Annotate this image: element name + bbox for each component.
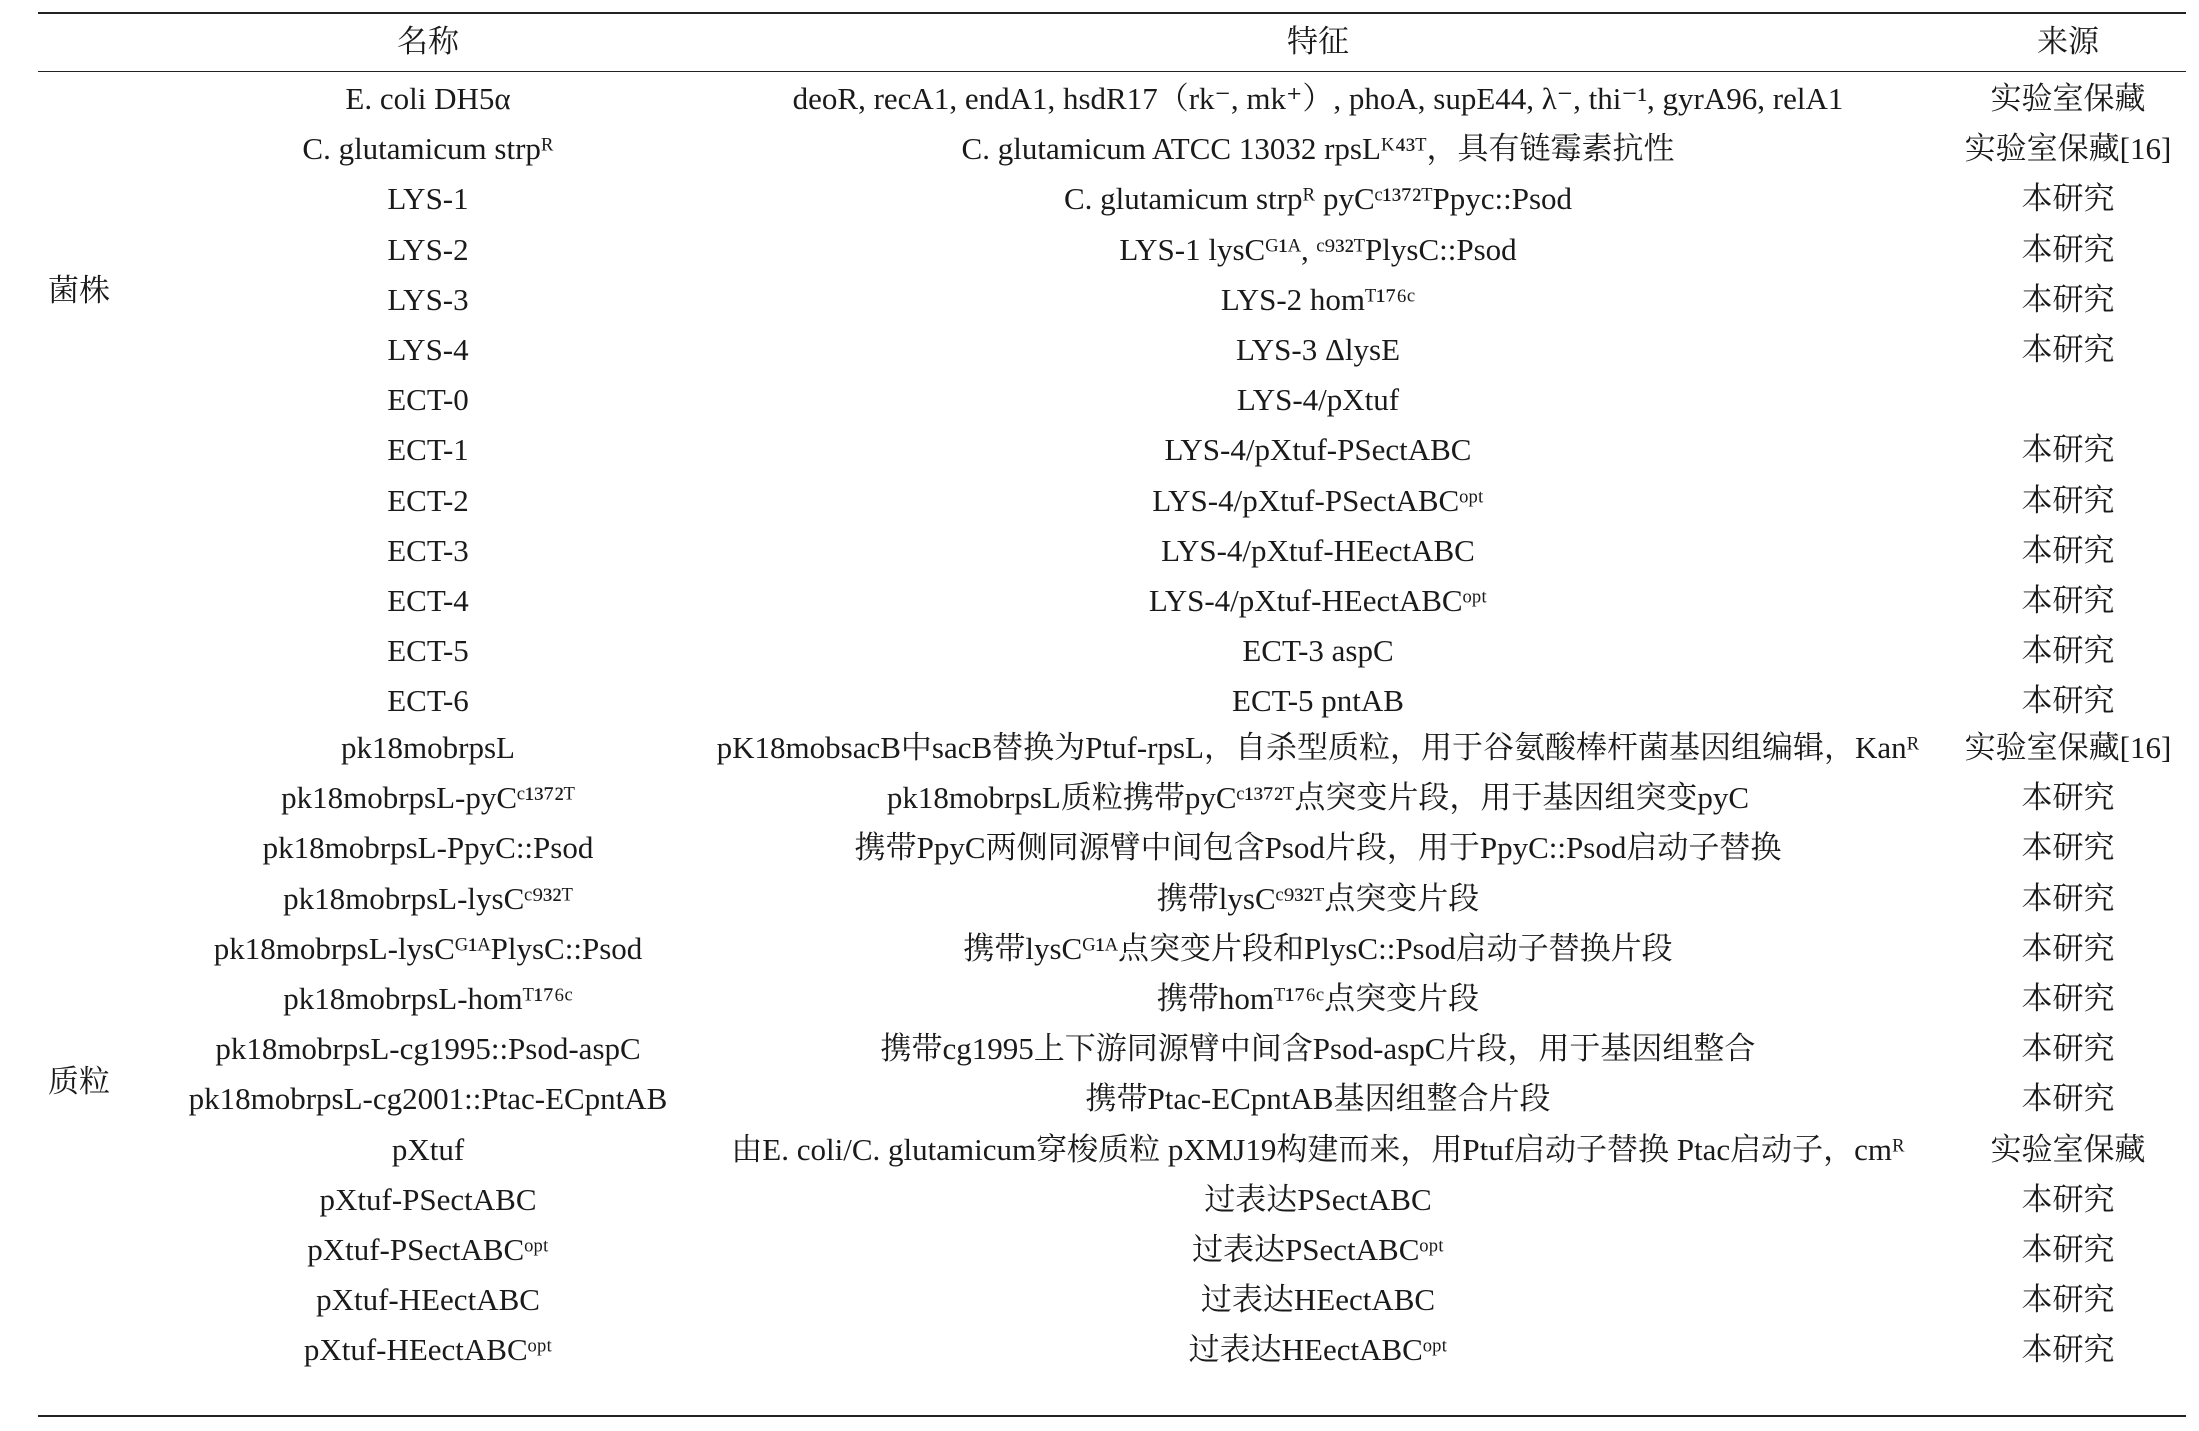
row-source-cell: 本研究 [2021,583,2115,618]
row-feature-cell: deoR, recA1, endA1, hsdR17（rk⁻, mk⁺）, phoA, supE44, λ⁻, thi⁻¹, gyrA96, relA1 [792,81,1844,116]
row-name-cell: pk18mobrpsL-lysCᶜ⁹³²ᵀ [283,880,573,916]
row-feature-cell: 携带Ptac-ECpntAB基因组整合片段 [1085,1081,1551,1117]
table-row [38,1024,2186,1074]
table-row [38,124,2186,174]
row-feature-cell: C. glutamicum ATCC 13032 rpsLᴷ⁴³ᵀ，具有链霉素抗性 [961,131,1675,167]
table-row [38,1225,2186,1275]
row-name-cell: pXtuf-HEectABC [316,1282,540,1318]
row-source-cell [1938,375,2198,425]
row-feature-cell: 携带lysCᶜ⁹³²ᵀ点突变片段 [1156,880,1480,916]
row-name-cell: pk18mobrpsL [341,730,515,765]
row-feature-cell: 携带PpyC两侧同源臂中间包含Psod片段，用于PpyC::Psod启动子替换 [854,830,1782,866]
table-bottom-rule [38,1415,2186,1417]
table-row [38,823,2186,873]
row-name-cell: pXtuf [391,1131,465,1167]
row-name-cell: E. coli DH5α [345,81,511,116]
table-row [38,275,2186,325]
row-feature-cell: 过表达HEectABC [1200,1282,1436,1318]
table-row [38,1125,2186,1175]
table-row [38,1325,2186,1375]
row-source-cell: 本研究 [2021,633,2115,669]
row-source-cell: 本研究 [2021,432,2115,468]
row-feature-cell: 过表达HEectABCᵒᵖᵗ [1188,1332,1448,1368]
header-source: 来源 [2037,24,2099,59]
row-source-cell: 本研究 [2021,1232,2115,1267]
row-name-cell: pk18mobrpsL-cg1995::Psod-aspC [215,1031,641,1067]
table-row [38,626,2186,676]
row-source-cell: 实验室保藏 [1990,81,2146,116]
row-source-cell: 本研究 [2021,181,2115,217]
row-source-cell: 本研究 [2021,1181,2115,1217]
row-feature-cell: 携带cg1995上下游同源臂中间含Psod-aspC片段，用于基因组整合 [880,1031,1756,1067]
group-label-strains: 菌株 [48,273,110,308]
table-row [38,476,2186,526]
table-row [38,375,2186,425]
row-source-cell: 本研究 [2021,780,2115,816]
row-name-cell: LYS-4 [387,332,469,367]
row-name-cell: ECT-5 [387,633,469,669]
row-name-cell: pk18mobrpsL-pyCᶜ¹³⁷²ᵀ [281,780,575,816]
table-row [38,723,2186,773]
table-row [38,676,2186,726]
row-feature-cell: 由E. coli/C. glutamicum穿梭质粒 pXMJ19构建而来，用Ptuf启动子替换 Ptac启动子，cmᴿ [731,1131,1905,1167]
row-source-cell: 实验室保藏[16] [1964,730,2172,765]
row-name-cell: ECT-0 [387,382,469,418]
row-source-cell: 本研究 [2021,532,2115,568]
header-name: 名称 [397,24,459,59]
table-row [38,1175,2186,1225]
row-source-cell: 本研究 [2021,1081,2115,1117]
row-name-cell: ECT-6 [387,683,469,719]
row-name-cell: ECT-1 [387,432,469,468]
row-source-cell: 本研究 [2021,880,2115,916]
table-row [38,74,2186,124]
header-feature: 特征 [1287,24,1349,59]
row-feature-cell: LYS-4/pXtuf [1236,382,1400,418]
row-source-cell: 本研究 [2021,830,2115,866]
row-name-cell: pXtuf-PSectABC [319,1181,537,1217]
row-feature-cell: C. glutamicum strpᴿ pyCᶜ¹³⁷²ᵀPpyc::Psod [1063,181,1573,217]
row-source-cell: 本研究 [2021,683,2115,719]
table-header-rule [38,71,2186,72]
row-feature-cell: LYS-4/pXtuf-HEectABC [1161,532,1475,568]
row-name-cell: pXtuf-PSectABCᵒᵖᵗ [307,1232,549,1267]
row-feature-cell: 过表达PSectABC [1204,1181,1432,1217]
row-feature-cell: LYS-3 ΔlysE [1235,332,1401,367]
row-feature-cell: pk18mobrpsL质粒携带pyCᶜ¹³⁷²ᵀ点突变片段，用于基因组突变pyC [886,780,1750,816]
row-feature-cell: ECT-5 pntAB [1232,683,1404,719]
row-feature-cell: LYS-1 lysCᴳ¹ᴬ, ᶜ⁹³²ᵀPlysC::Psod [1119,231,1517,267]
row-name-cell: C. glutamicum strpᴿ [302,131,554,167]
row-name-cell: LYS-1 [387,181,469,217]
row-source-cell: 本研究 [2021,231,2115,267]
row-feature-cell: LYS-4/pXtuf-PSectABCᵒᵖᵗ [1152,482,1484,518]
row-feature-cell: LYS-4/pXtuf-PSectABC [1164,432,1472,468]
row-name-cell: ECT-3 [387,532,469,568]
row-feature-cell: 携带homᵀ¹⁷⁶ᶜ点突变片段 [1156,981,1480,1016]
row-feature-cell: pK18mobsacB中sacB替换为Ptuf-rpsL，自杀型质粒，用于谷氨酸棒杆菌基因组编辑，Kanᴿ [716,730,1920,765]
group-label-plasmids: 质粒 [48,1064,110,1099]
row-name-cell: ECT-2 [387,482,469,518]
row-source-cell: 本研究 [2021,1282,2115,1318]
row-feature-cell: ECT-3 aspC [1242,633,1394,669]
table-row [38,874,2186,924]
row-source-cell: 实验室保藏 [1990,1131,2146,1167]
row-source-cell: 本研究 [2021,482,2115,518]
row-source-cell: 本研究 [2021,281,2115,317]
row-feature-cell: 携带lysCᴳ¹ᴬ点突变片段和PlysC::Psod启动子替换片段 [963,930,1673,966]
row-name-cell: pk18mobrpsL-PpyC::Psod [262,830,594,866]
row-source-cell: 本研究 [2021,981,2115,1016]
table-row [38,225,2186,275]
row-feature-cell: LYS-4/pXtuf-HEectABCᵒᵖᵗ [1148,583,1488,618]
row-name-cell: pk18mobrpsL-lysCᴳ¹ᴬPlysC::Psod [213,930,643,966]
table-row [38,526,2186,576]
table-row [38,1275,2186,1325]
table-row [38,1074,2186,1124]
table-row [38,576,2186,626]
table-row [38,425,2186,475]
row-feature-cell: 过表达PSectABCᵒᵖᵗ [1192,1232,1444,1267]
row-name-cell: LYS-2 [387,231,469,267]
table-top-rule [38,12,2186,14]
row-source-cell: 本研究 [2021,1332,2115,1368]
table-row [38,773,2186,823]
row-name-cell: pXtuf-HEectABCᵒᵖᵗ [303,1332,553,1368]
row-feature-cell: LYS-2 homᵀ¹⁷⁶ᶜ [1220,281,1416,317]
table-row [38,174,2186,224]
table-row [38,924,2186,974]
row-source-cell: 本研究 [2021,1031,2115,1067]
row-name-cell: pk18mobrpsL-cg2001::Ptac-ECpntAB [188,1081,668,1117]
table-row [38,325,2186,375]
row-source-cell: 实验室保藏[16] [1964,131,2172,167]
row-name-cell: ECT-4 [387,583,469,618]
row-source-cell: 本研究 [2021,930,2115,966]
row-name-cell: LYS-3 [387,281,469,317]
row-source-cell: 本研究 [2021,332,2115,367]
row-name-cell: pk18mobrpsL-homᵀ¹⁷⁶ᶜ [283,981,573,1016]
table-row [38,974,2186,1024]
